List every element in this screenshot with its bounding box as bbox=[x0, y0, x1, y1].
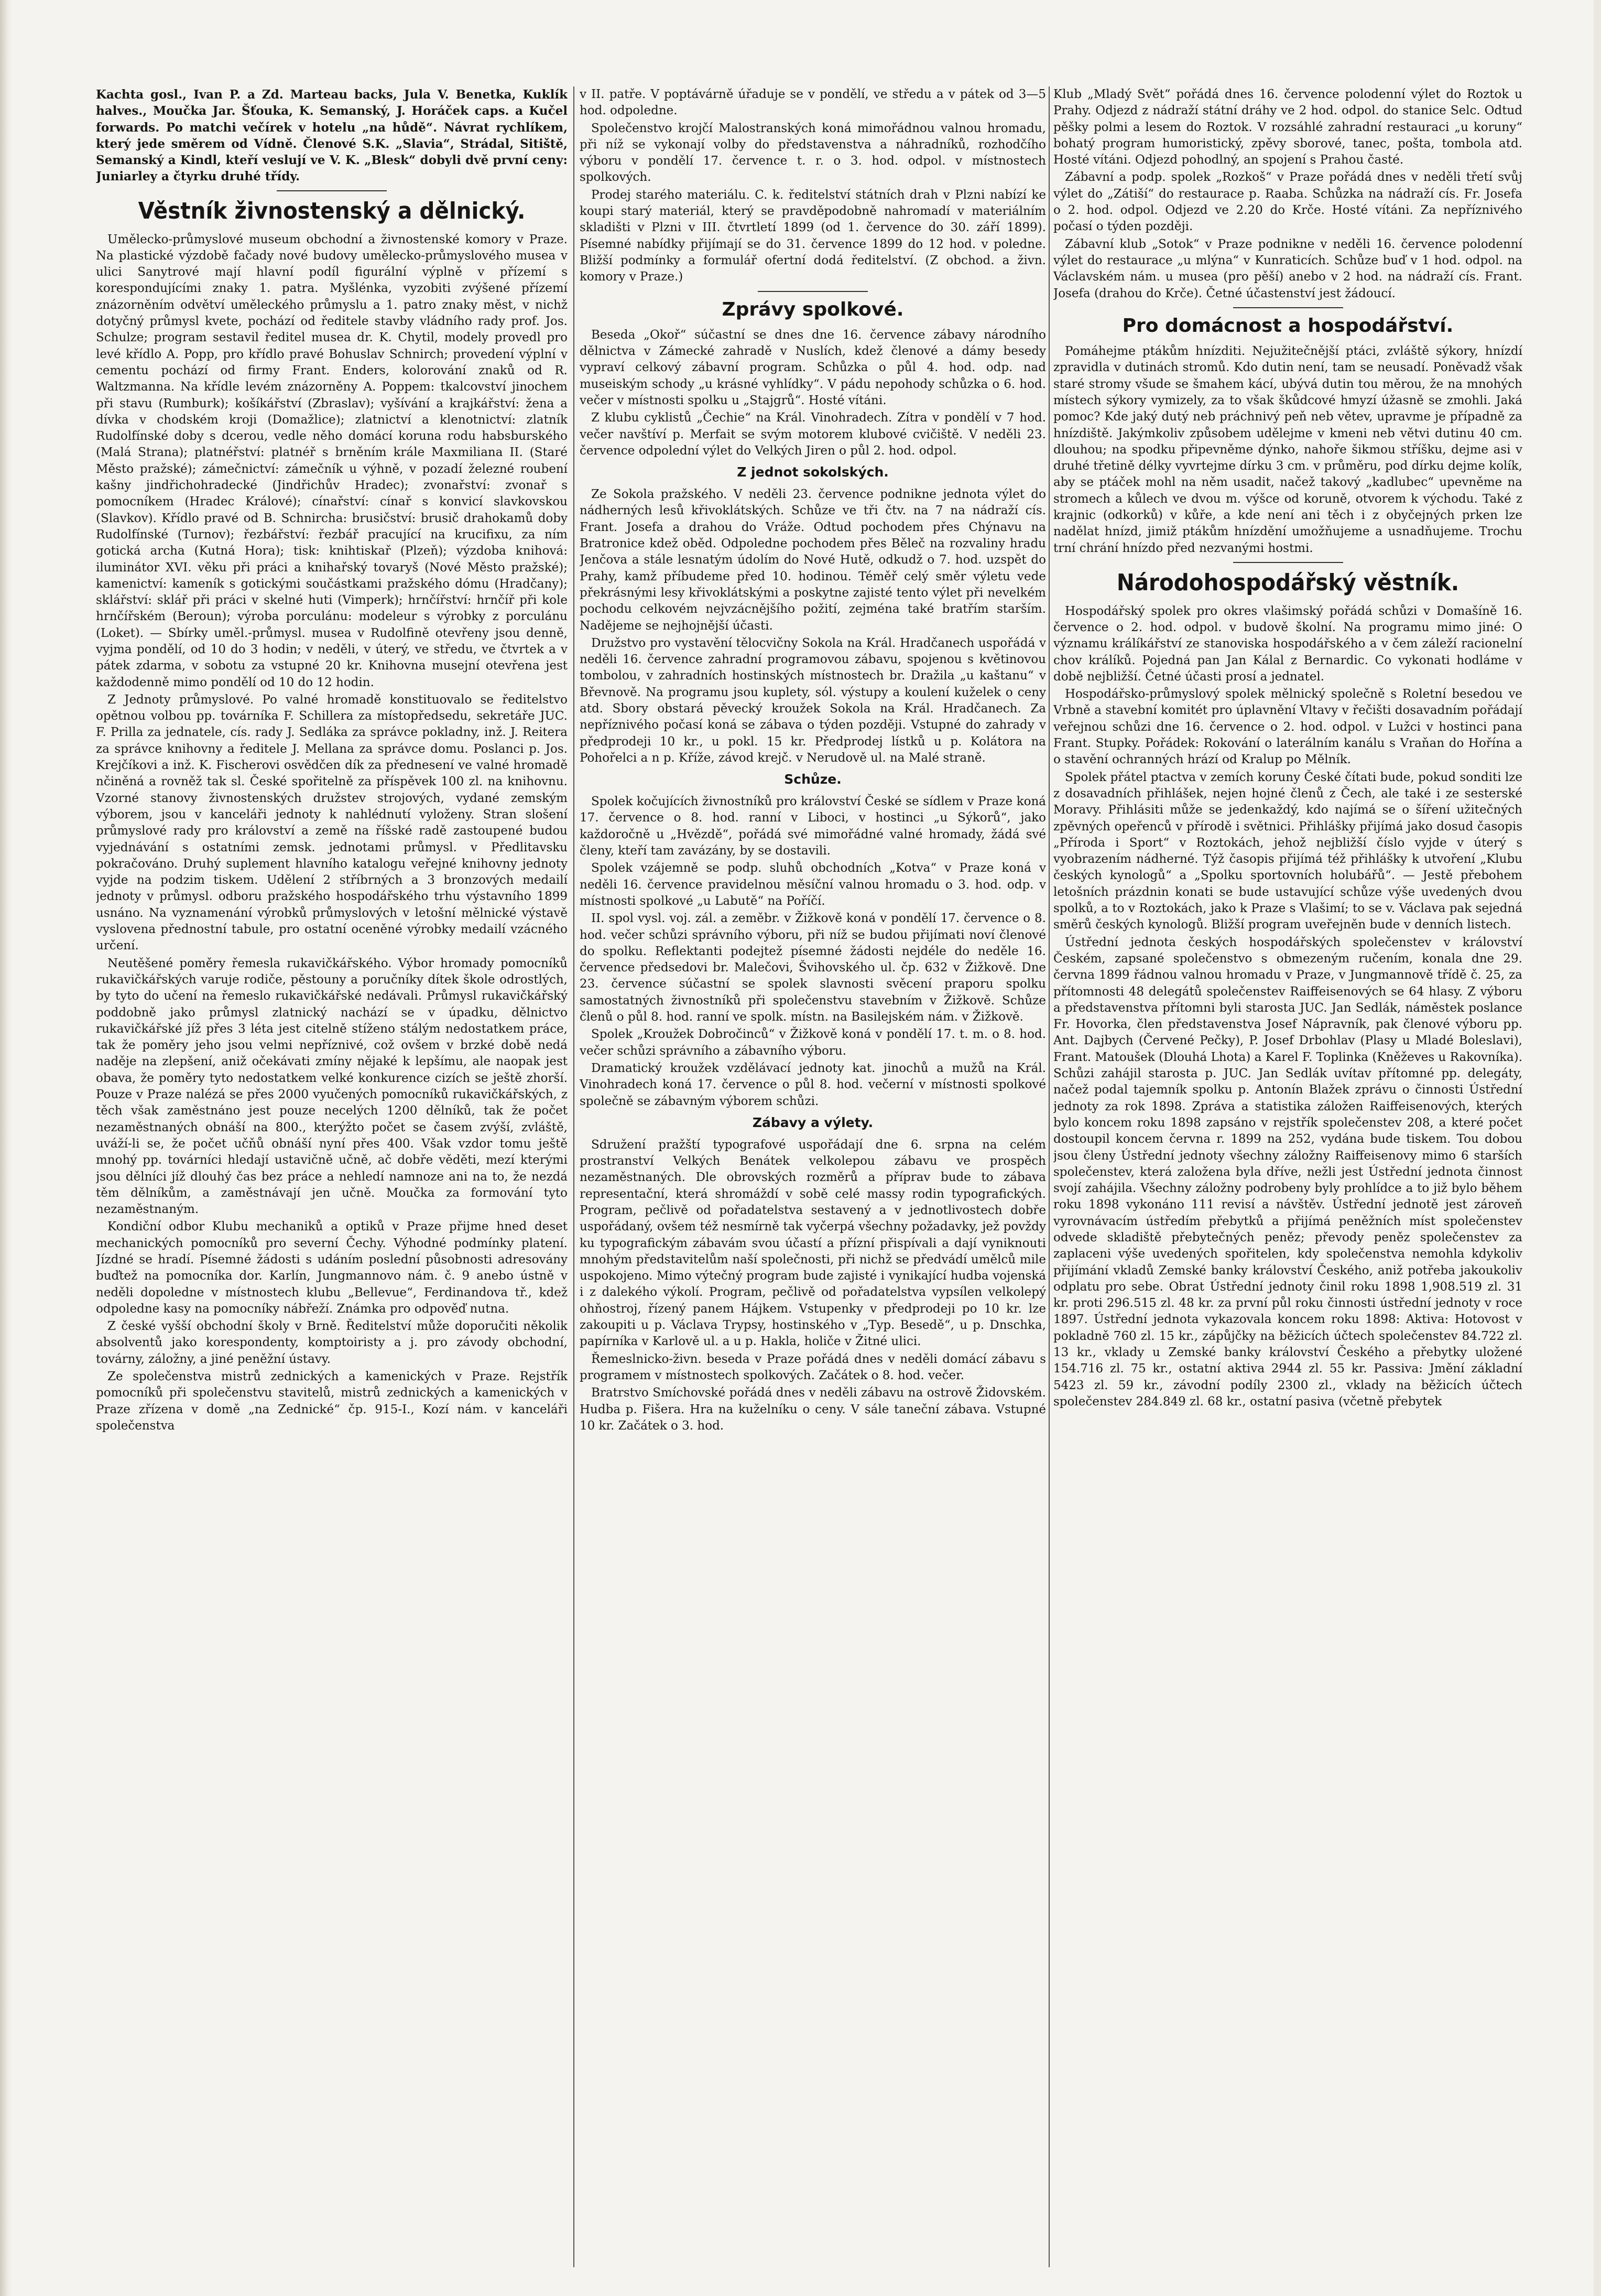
article-reservists: II. spol vysl. voj. zál. a zeměbr. v Žižkově koná v pondělí 17. července o 8. hod. večer schůzi správního výboru, při níž se budou přijímati noví členové do spolku. Reflektanti podejtež písemné žádosti nejdéle do neděle 16. července předsedovi br. Malečovi, Švihovského ul. čp. 632 v Žižkově. Dne 23. července súčastní se spolek slavnosti svěcení praporu spolku samostatných živnostníků při společenstvu stavebním v Žižkově. Schůze členů o půl 8. hod. ranní ve spolk. místn. na Basilejském nám. v Žižkově. bbox=[580, 912, 1046, 1024]
section-separator bbox=[1233, 562, 1343, 563]
article-glove-trade: Neutěšené poměry řemesla rukavičkářského. Výbor hromady pomocníků rukavičkářských varuje rodiče, pěstouny a poručníky dítek škole odrostlých, by tyto do učení na řemeslo rukavičkářské nedávali. Průmysl rukavičkářský poddobně jako průmysl zlatnický nachází se v úpadku, dělnictvo rukavičkářské jíž přes 3 léta jest citelně stíženo stálým nedostatkem práce, tak že poměry jeho jsou velmi nepříznivé, což ovšem v brzké době nedá naděje na zlepšení, aniž očekávati zmíny nějaké k lepšímu, ale naopak jest obava, že poměry tyto nedostatkem velké konkurence cizích se ještě zhorší. Pouze v Praze nalézá se přes 2000 vyučených pomocníků rukavičkářských, z těch však zaměstnáno jest pouze necelých 1200 dělníků, tak že počet nezaměstnaných obnáší na 800., kterýžto počet se časem zvýší, zvláště, uváží-li se, že počet učňů obnáší nyní přes 400. Však vzdor tomu ještě mnohý pp. továrníci hledají ustavičně učně, ač dobře věděti, mezí kterými jsou dělníci jíž dlouhý čas bez práce a nehledí namnoze ani na to, že nezdá těm dělníkům, a zaměstnávají jen učně. Moučka za formování tyto nezaměstnaným. bbox=[96, 956, 568, 1217]
column-2 bbox=[580, 86, 1046, 2267]
article-vlasim: Hospodářský spolek pro okres vlašimský pořádá schůzi v Domašíně 16. července o 2. hod. odpol. v budově školní. Na programu mimo jiné: O významu králíkářství ze stanoviska hospodářského a v čem záleží racionelní chov králíků. Pojedná pan Jan Kálal z Bernardic. Co vykonati hodláme v době nejbližší. Četné účasti prosí a jednatel. bbox=[1053, 604, 1522, 684]
section-heading-economy: Národohospodářský věstník. bbox=[1116, 569, 1460, 596]
article-central-union: Ústřední jednota českých hospodářských společenstev v království Českém, zapsané společenstvo s obmezeným ručením, konala dne 29. června 1899 řádnou valnou hromadu v Praze, v Jungmannově třídě č. 25, za přítomnosti 48 delegátů společenstev Raiffeisenových se 64 hlasy. Z výboru a představenstva přítomni byli starosta JUC. Jan Sedlák, náměstek poslance Fr. Hovorka, člen představenstva Josef Nápravník, pak členové výboru pp. Ant. Dajbych (Červené Pečky), P. Josef Drbohlav (Plasy u Mladé Boleslavi), Frant. Matoušek (Dlouhá Lhota) a Karel F. Toplinka (Kněževes u Rakovníka). Schůzi zahájil starosta p. JUC. Jan Sedlák uvítav přítomné pp. delegáty, načež podal tajemník spolku p. Antonín Blažek zprávu o činnosti Ústřední jednoty za rok 1898. Zpráva a statistika záložen Raiffeisenových, kterých bylo koncem roku 1898 zapsáno v rejstřík společenstev 208, a které počet dostoupil koncem června r. 1899 na 252, vydána bude tiskem. Tou dobou jsou členy Ústřední jednoty všechny záložny Raiffeisenovy mimo 6 starších společenstev, která založena byla dříve, nežli jest Ústřední jednota činnost svojí zahájila. Všechny záložny podrobeny byly prohlídce a to již bylo během roku 1898 vykonáno 111 revisí a návštěv. Ústřední jednotě jest zároveň vyrovnávacím ústředím přebytků a přijímá peněžních míst společenstev odvede skladiště přebytečných peněz; převody peněz společenstev za zaplaceni výše uvedených spořitelen, kdy společenstva nemohla kdykoliv přijímání vkladů Zemské banky království Českého, aniž potřeba jakoukoliv odplatu pro sebe. Obrat Ústřední jednoty činil roku 1898 1,908.519 zl. 31 kr. proti 296.515 zl. 48 kr. za první půl roku činnosti ústřední jednoty v roce 1897. Ústřední jednota vykazovala koncem roku 1898: Aktiva: Hotovost v pokladně 760 zl. 15 kr., zápůjčky na běžicích účtech společenstev 84.722 zl. 13 kr., vklady u Zemské banky království Českého a přebytky uložené 154.716 zl. 75 kr., ostatní aktiva 2944 zl. 55 kr. Passiva: Jmění základní 5423 zl. 59 kr., závodní podíly 2300 zl., vklady na běžicích účtech společenstev 284.849 zl. 68 kr., ostatní pasiva (včetně přebytek bbox=[1053, 935, 1522, 1409]
article-typographers: Sdružení pražští typografové uspořádají dne 6. srpna na celém prostranství Velkých Benátek velkolepou zábavu ve prospěch nezaměstnaných. Dle obrovských rozměrů a příprav bude to zábava representační, která shromáždí v sobě celé massy rodin typografických. Program, pečlivě od pořadatelstva sestavený a v jednotlivostech dobře uspořádaný, ovšem též nesmírně tak vyčerpá všechny požadavky, jež povždy ku typografickým zábavám svou účastí a přízní přispívali a dají vyniknouti mnohým představitelům naší společnosti, při nichž se předvádí umělců mile uspokojeno. Mimo výtečný program bude zajisté i vynikající hudba vojenská i z dalekého výkolí. Program, pečlivě od pořadatelstva vypsílen velkolepý ohňostroj, řízený panem Hájkem. Vstupenky v předprodeji po 10 kr. lze zakoupiti u p. Václava Trypsy, hostinského v „Typ. Besedě“, u p. Dnschka, papírníka v Karlově ul. a u p. Hakla, holiče v Žitné ulici. bbox=[580, 1138, 1046, 1349]
section-separator bbox=[277, 190, 387, 191]
article-traders-union: Spolek kočujících živnostníků pro království České se sídlem v Praze koná 17. července o 8. hod. ranní v Liboci, v hostinci „u Sýkorů“, jako každoročně u „Hvězdě“, pořádá své mimořádné valné hromady, žádá své členy, kteří tam zavázány, by se dostavili. bbox=[580, 795, 1046, 858]
page-edge bbox=[1594, 0, 1601, 2296]
article-craftsmen: Řemeslnicko-živn. beseda v Praze pořádá dnes v neděli domácí zábavu s programem v místnostech spolkových. Začátek o 8. hod. večer. bbox=[580, 1352, 1046, 1382]
article-melnik: Hospodářsko-průmyslový spolek mělnický společně s Roletní besedou ve Vrbně a stavební komitét pro úplavnění Vltavy v řečišti dosavadním pořádají veřejnou schůzi dne 16. července o 2. hod. odpol. v Lužci v hostinci pana Frant. Stupky. Pořádek: Rokování o laterálním kanálu s Vraňan do Hořína a o stavění ochranných hrází od Kralup po Mělník. bbox=[1053, 687, 1522, 767]
article-birds: Pomáhejme ptákům hnízditi. Nejužitečnější ptáci, zvláště sýkory, hnízdí zpravidla v dutinách stromů. Kdo dutin není, tam se neusadí. Poněvadž však staré stromy všude se šmahem kácí, ubývá dutin tou měrou, že na mnohých místech sýkory vymizely, za to však škůdcové hmyzí úžasně se zmohli. Jaká pomoc? Kde jaký dutý neb práchnivý peň neb větev, upravme je případně za hnízdiště. Jakýmkoliv způsobem udělejme v kmeni neb větvi dutinu 40 cm. dlouhou; na spodku připevněme dýnko, nahoře šikmou stříšku, dejme asi v druhé třetině délky vyvrtejme dírku 3 cm. v průměru, pod dírku dejme kolík, aby se ptáček mohl na něm usadit, načež takový „kadlubec“ upevněme na stromech a kůlech ve dvou m. výšce od koruně, otvorem k východu. Také z krajnic (odkorků) v kůře, a kde není ani těch i z obyčejných prken lze nadělat hnízd, jimiž ptákům hnízdění umožňujeme a usnadňujeme. Trochu trní chrání hnízdo před nezvanými hostmi. bbox=[1053, 344, 1522, 555]
sports-result-text: Kachta gosl., Ivan P. a Zd. Marteau backs, Jula V. Benetka, Kuklík halves., Moučka Jar. Šťouka, K. Semanský, J. Horáček caps. a Kučel forwards. Po matchi večírek v hotelu „na hůdě“. Návrat rychlíkem, který jede směrem od Vídně. Členové S.K. „Slavia“, Strádal, Sitiště, Semanský a Kindl, kteří veslují ve V. K. „Blesk“ dobyli dvě první ceny: Juniarley a čtyrku druhé třídy. bbox=[96, 88, 568, 184]
article-gym-cooperative: Družstvo pro vystavění tělocvičny Sokola na Král. Hradčanech uspořádá v neděli 16. července zahradní programovou zábavu, spojenou s květinovou tombolou, v zahradních hostinských místnostech br. Dražila „u kaštanu“ v Břevnově. Na programu jsou kuplety, sól. výstupy a koulení kuželek o ceny atd. Sbory obstará pěvecký kroužek Sokola na Král. Hradčanech. Za nepříznivého počasí koná se zábava o týden později. Vstupné do zahrady v předprodeji 10 kr., u pokl. 15 kr. Předprodej lístků u p. Kolátora na Pohořelci a n p. Kříže, závod krejč. v Nerudově ul. na Malé straně. bbox=[580, 636, 1046, 765]
article-mlady-svet: Klub „Mladý Svět“ pořádá dnes 16. července polodenní výlet do Roztok u Prahy. Odjezd z nádraží státní dráhy ve 2 hod. odpol. do stanice Selc. Odtud pěšky polmi a lesem do Roztok. V rozsáhlé zahradní restauraci „u koruny“ bohatý program humoristický, zpěvy sborové, tanec, pošta, tombola atd. Hosté vítáni. Odjezd pohodlný, an spojení s Prahou časté. bbox=[1053, 88, 1522, 167]
article-museum: Umělecko-průmyslové museum obchodní a živnostenské komory v Praze. Na plastické výzdobě fačady nové budovy umělecko-průmyslového musea v ulici Sanytrové mají hlavní podíl figurální výplně v přízemí s korespondujícími znaky 1. patra. Myšlénka, vyzobiti zvýšené přízemí znázorněním odvětví uměleckého průmyslu a 1. patro znaky měst, v nichž dotyčný průmysl kvete, pochází od ředitele stavby vládního rady prof. Jos. Schulze; program sestavil ředitel musea dr. K. Chytil, modely provedl pro levé křídlo A. Popp, pro křídlo pravé Bohuslav Schnirch; provedení výplní v cementu pochází od firmy Frant. Enders, kolorování znaků od R. Waltzmanna. Na křídle levém znázorněny A. Poppem: tkalcovství jinochem při stavu (Rumburk); košíkářství (Zbraslav); vyšívání a krajkářství: žena a dívka v chodském kroji (Domažlice); zlatnictví a klenotnictví: zlatník Rudolfínské doby s dcerou, vedle něho domácí koruna rodu habsburského (Malá Strana); platnéřství: platnéř s brněním krále Maxmiliana II. (Staré Město pražské); zámečnictví: zámečník u výhně, v pozadí železné roubení kašny jindřichohradecké (Jindřichův Hradec); zvonařství: zvonař s pomocníkem (Hradec Králové); cínařství: cínař s konvicí slavkovskou (Slavkov). Křídlo pravé od B. Schnircha: brusičství: brusič drahokamů doby Rudolfínské (Turnov); řezbářství: řezbář pracující na krucifixu, za ním gotická archa (Kutná Hora); tisk: knihtiskař (Plzeň); výzdoba knihová: iluminátor XVI. věku při práci a knihařský tovaryš (Nové Město pražské); kamenictví: kameník s gotickými součástkami pražského dómu (Hradčany); sklářství: sklář při práci v skelné huti (Vimperk); hrnčířství: hrnčíř při kole hrnčířském (Beroun); výroba porculánu: modeleur s výrobky z porculánu (Loket). — Sbírky uměl.-průmysl. musea v Rudolfině otevřeny jsou denně, vyjma pondělí, od 10 do 3 hodin; v neděli, v úterý, ve středu, ve čtvrtek a v pátek zdarma, v sobotu za vstupné 20 kr. Knihovna musejní otevřena jest každodenně mimo pondělí od 10 do 12 hodin. bbox=[96, 232, 568, 689]
article-masons-guild: Ze společenstva mistrů zednických a kamenických v Praze. Rejstřík pomocníků při společenstvu stavitelů, mistrů zednických a kamenických v Praze zřízena v domě „na Zednické“ čp. 915-I., Kozí nám. v kanceláři společenstva bbox=[96, 1370, 568, 1433]
article-tailors-guild: Společenstvo krojčí Malostranských koná mimořádnou valnou hromadu, při níž se vykonají volby do představenstva a náhradníků, rozhodčího výboru v pondělí 17. července t. r. o 3. hod. odpol. v místnostech spolkových. bbox=[580, 121, 1046, 185]
article-smichov: Bratrstvo Smíchovské pořádá dnes v neděli zábavu na ostrově Židovském. Hudba p. Fišera. Hra na kuželníku o ceny. V sále taneční zábava. Vstupné 10 kr. Začátek o 3. hod. bbox=[580, 1386, 1046, 1433]
column-rule bbox=[573, 86, 574, 2267]
article-benefactors: Spolek „Kroužek Dobročinců“ v Žižkově koná v pondělí 17. t. m. o 8. hod. večer schůzi správního a zábavního výboru. bbox=[580, 1027, 1046, 1058]
article-bird-friends: Spolek přátel ptactva v zemích koruny České čítati bude, pokud sonditi lze z dosavadních přihlášek, nejen hojné členů z Čech, ale také i ze sesterské Moravy. Přihlásiti může se jedenkaždý, kdo najímá se o šíření užitečných zpěvných opeřenců v přírodě i světnici. Přihlášky přijímá jako dosud časopis „Příroda i Sport“ v Roztokách, jehož nejbližší číslo vyjde v úterý s vyobrazením nádherné. Týž časopis přijímá též přihlášky k utvoření „Klubu českých kynologů“ a „Spolku sportovních holubářů“. — Jestě přebohem letošních prázdnin konati se bude ustavující schůze výše uvedených dvou spolků, a to v Roztokách, jako k Praze s Vlašimí; to se v. Václava pak sejedná směrů českých kynologů. Bližší program uveřejněn bude v denních listech. bbox=[1053, 770, 1522, 932]
column-3 bbox=[1053, 86, 1522, 2267]
column-1 bbox=[96, 86, 568, 2267]
section-separator bbox=[1233, 307, 1343, 308]
article-industrial-union: Z Jednoty průmyslové. Po valné hromadě konstituovalo se ředitelstvo opětnou volbou pp. továrníka F. Schillera za místopředsedu, sekretáře JUC. F. Prilla za jednatele, cís. rady J. Sedláka za správce pokladny, inž. J. Reitera za správce knihovny a ředitele J. Mellana za správce domu. Poslanci p. Jos. Krejčíkovi a inž. K. Fischerovi osvědčen dík za přednesení ve valné hromadě nčiněná a rovněž tak sl. České spořitelně za příspěvek 100 zl. na knihovnu. Vzorné stanovy živnostenských družstev strojových, vydané zemským výborem, jsou v kanceláři jednoty k nahlédnutí vyloženy. Stran slošení průmyslové rady pro království a země na říšské radě zastoupené budou vyjednávání s ostatními zemsk. jednotami průmysl. v Předlitavsku pokračováno. Druhý suplement hlavního katalogu veřejné knihovny jednoty vyjde na podzim tiskem. Udělení 2 stříbrných a 3 bronzových medailí jednoty v průmysl. odboru pražského hospodářského trhu výstavního 1899 usnáno. Na vyznamenání výrobků průmyslových v letošní mělnické výstavě vyslovena přednostní tabule, pro ostatní oceněné výrobky medailí vzácného určení. bbox=[96, 692, 568, 953]
article-kotva: Spolek vzájemně se podp. sluhů obchodních „Kotva“ v Praze koná v neděli 16. července pravidelnou měsíční valnou hromadu o 3. hod. odp. v místnosti spolkové „u Labutě“ na Poříčí. bbox=[580, 861, 1046, 908]
article-sotok: Zábavní klub „Sotok“ v Praze podnikne v neděli 16. července polodenní výlet do restaurace „u mlýna“ v Kunraticích. Schůze buď v 1 hod. odpol. na Václavském nám. u musea (pro pěší) anebo v 2 hod. na nádraží cís. Frant. Josefa (drahou do Krče). Četné účastenství jest žádoucí. bbox=[1053, 237, 1522, 300]
subheading-sokol: Z jednot sokolských. bbox=[737, 464, 889, 480]
article-rozkos: Zábavní a podp. spolek „Rozkoš“ v Praze pořádá dnes v neděli třetí svůj výlet do „Zátiší“ do restaurace p. Raaba. Schůzka na nádraží cís. Fr. Josefa o 2. hod. odpol. Odjezd ve 2.20 do Krče. Hosté vítáni. Za nepříznivého počasí o týden později. bbox=[1053, 170, 1522, 234]
subheading-entertainment: Zábavy a výlety. bbox=[752, 1114, 874, 1130]
section-heading-trade: Věstník živnostenský a dělnický. bbox=[138, 197, 526, 224]
article-brno-school: Z české vyšší obchodní školy v Brně. Ředitelství může doporučiti několik absolventů jako korespondenty, komptoiristy a j. pro závody obchodní, továrny, záložny, a jiné peněžní ústavy. bbox=[96, 1319, 568, 1366]
article-continued: v II. patře. V poptávárně úřaduje se v pondělí, ve středu a v pátek od 3—5 hod. odpoledne. bbox=[580, 88, 1046, 118]
article-sokol-trip: Ze Sokola pražského. V neděli 23. července podnikne jednota výlet do nádherných lesů křivoklátských. Schůze ve tři čtv. na 7 na nádraží cís. Frant. Josefa a drahou do Vráže. Odtud pochodem přes Chýnavu na Bratronice kdež oběd. Odpoledne pochodem přes Běleč na rozvaliny hradu Jenčova a stále lesnatým údolím do Nové Hutě, odkudž o 7. hod. uzspět do Prahy, kamž příbudeme před 10. hodinou. Téměř celý směr výletu vede překrásnými lesy křivoklátskými a poskytne zajisté tento výlet při nevelkém pochodu celkovém nejvzácnějšího požití, zejména také bratřím starším. Nadějeme se nejhojnější účasti. bbox=[580, 488, 1046, 633]
section-separator bbox=[758, 291, 868, 292]
column-rule bbox=[1049, 86, 1050, 2267]
article-mechanics-club: Kondiční odbor Klubu mechaniků a optiků v Praze přijme hned deset mechanických pomocníků pro severní Čechy. Výhodné podmínky platení. Jízdné se hradí. Písemné žádosti s udáním poslední působnosti adresovány buďtež na pomocníka dor. Karlín, Jungmannovo nám. č. 9 anebo ústně v neděli dopoledne v místnostech klubu „Bellevue“, Ferdinandova tř., kdež odpoledne kasy na pomocníky nábřeží. Známka pro odpověď nutna. bbox=[96, 1220, 568, 1316]
binding-edge bbox=[0, 0, 12, 2296]
article-cyclists: Z klubu cyklistů „Čechie“ na Král. Vinohradech. Zítra v pondělí v 7 hod. večer navštíví p. Merfait se svým motorem klubové cvičiště. V neděli 23. července odpolední výlet do Velkých Jiren o půl 2. hod. odpol. bbox=[580, 411, 1046, 458]
section-heading-household: Pro domácnost a hospodářství. bbox=[1122, 315, 1454, 337]
article-drama-circle: Dramatický kroužek vzdělávací jednoty kat. jinochů a mužů na Král. Vinohradech koná 17. července o půl 8. hod. večerní v místnosti spolkové společně se zábavným výborem schůzi. bbox=[580, 1061, 1046, 1108]
section-heading-clubs: Zprávy spolkové. bbox=[722, 298, 904, 320]
article-okor: Beseda „Okoř“ súčastní se dnes dne 16. července zábavy národního dělnictva v Zámecké zahradě v Nuslích, kdež členové a dámy besedy vypraví celkový zábavní program. Schůzka o půl 4. hod. odp. nad museiským schody „u krásné vyhlídky“. V pádu nepohody schůzka o 6. hod. večer v místnosti spolku u „Stajgrů“. Hosté vítáni. bbox=[580, 328, 1046, 407]
subheading-meetings: Schůze. bbox=[784, 772, 842, 787]
article-old-material-sale: Prodej starého materiálu. C. k. ředitelství státních drah v Plzni nabízí ke koupi starý materiál, který se pravděpodobně nahromadí v materiálním skladišti v Plzni v III. čtvrtletí 1899 (od 1. července do 30. září 1899). Písemné nabídky přijímají se do 31. července 1899 do 12 hod. v poledne. Bližší podmínky a formulář ofertní dodá ředitelství. (Z obchod. a živn. komory v Praze.) bbox=[580, 188, 1046, 284]
